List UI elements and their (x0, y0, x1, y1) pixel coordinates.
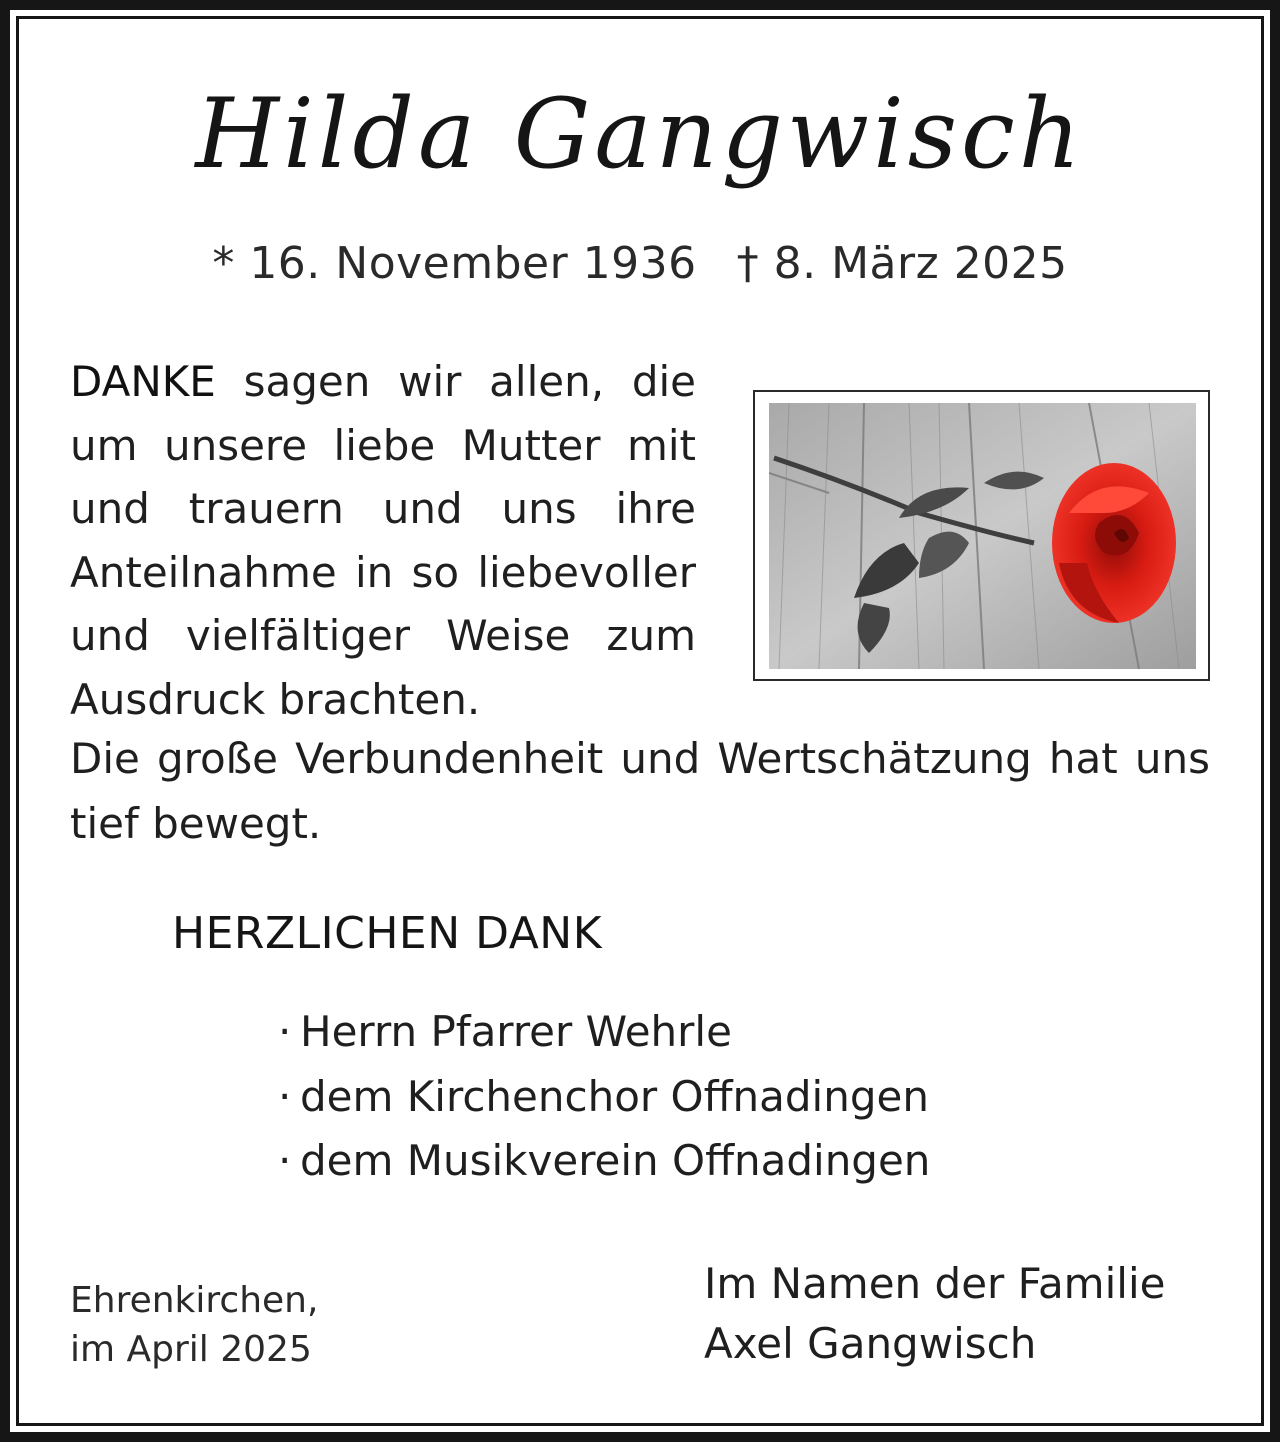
deceased-name: Hilda Gangwisch (195, 78, 1085, 190)
bullet-icon: · (278, 1071, 292, 1121)
life-dates (0, 238, 1280, 289)
bullet-icon: · (278, 1007, 292, 1056)
list-item: · Herrn Pfarrer Wehrle (278, 1000, 930, 1065)
bond-message: Die große Verbundenheit und Wertschätzung hat uns tief bewegt. (70, 734, 1210, 848)
date: im April 2025 (70, 1329, 312, 1370)
birth-date: * 16. November 1936 (212, 238, 697, 289)
signature (704, 1254, 1165, 1374)
place: Ehrenkirchen, (70, 1280, 319, 1321)
list-item: · dem Kirchenchor Offnadingen (278, 1065, 930, 1130)
red-rose-on-wood-photo-icon (769, 403, 1196, 669)
death-date: † 8. März 2025 (736, 238, 1068, 289)
thanks-list (278, 1000, 930, 1194)
list-item: · dem Musikverein Offnadingen (278, 1129, 930, 1194)
place-date (70, 1276, 318, 1374)
bullet-icon: · (278, 1136, 292, 1185)
thanks-lead-word: DANKE (70, 357, 216, 406)
thanks-message-text: sagen wir allen, die um unsere liebe Mutter mit und trauern und uns ihre Anteilnahme in so liebevoller und vielfältiger Weise zum Ausdruck brachten. (70, 357, 696, 724)
photo-frame (753, 390, 1210, 681)
signature-line1: Im Namen der Familie (704, 1259, 1166, 1308)
signature-name: Axel Gangwisch (704, 1319, 1037, 1368)
thanks-heading: HERZLICHEN DANK (172, 908, 603, 959)
rose-photo (769, 403, 1196, 669)
thanks-message (70, 350, 696, 731)
